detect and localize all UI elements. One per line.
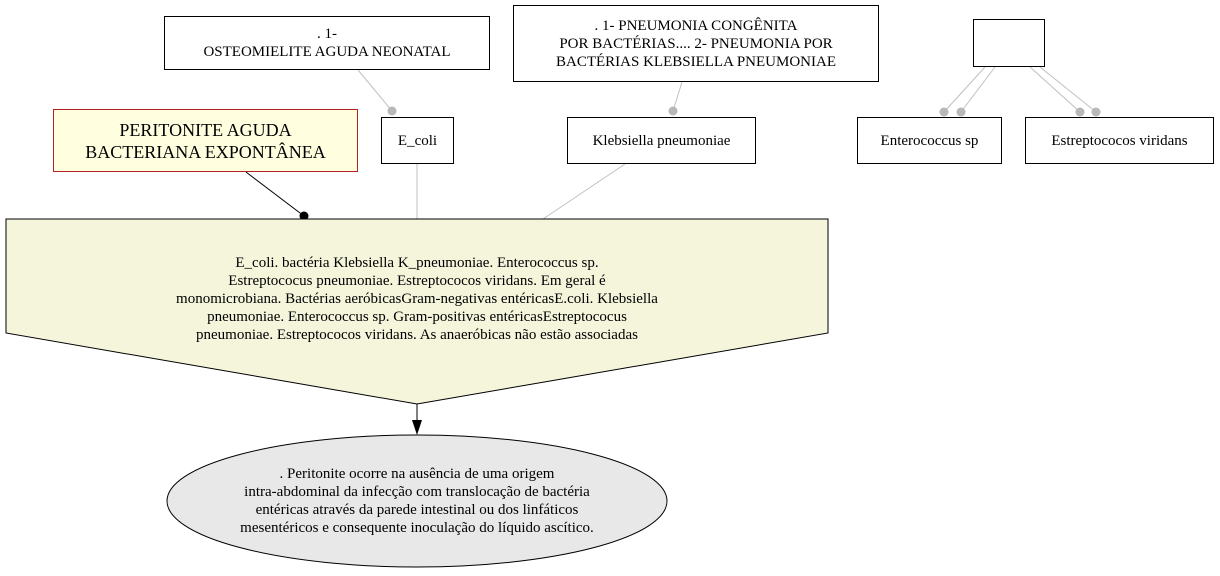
klebsiella-note-box: . 1- PNEUMONIA CONGÊNITA POR BACTÉRIAS.... 2- PNEUMONIA POR BACTÉRIAS KLEBSIELLA PNEUMONIAE [513, 5, 879, 82]
enterococcus-node: Enterococcus sp [857, 117, 1002, 164]
ellipse-node-text: . Peritonite ocorre na ausência de uma origem intra-abdominal da infecção com translocação de bactéria entéricas através da parede intestinal ou dos linfáticos mesentéricos e consequente inoculação do líquido ascítico. [240, 466, 594, 536]
ecoli-node: E_coli [381, 117, 454, 164]
edge-empty-enterococcus-1 [944, 67, 985, 112]
estreptococos-node: Estreptococos viridans [1025, 117, 1214, 164]
ecoli-note-box: . 1- OSTEOMIELITE AGUDA NEONATAL [164, 16, 490, 70]
edge-ecoli-note-dot [388, 107, 397, 116]
empty-note-box [973, 19, 1045, 67]
klebsiella-node: Klebsiella pneumoniae [567, 117, 756, 164]
edge-klebsiella-main [543, 164, 625, 219]
edge-klebsiella-note [673, 82, 682, 111]
edge-empty-enterococcus-dot-2 [957, 108, 966, 117]
edge-title-main [246, 172, 304, 216]
edge-ecoli-note [358, 70, 392, 111]
edge-main-ellipse-arrowhead [412, 420, 422, 435]
edge-empty-estreptococos-dot-2 [1092, 108, 1101, 117]
peritonite-title-node: PERITONITE AGUDA BACTERIANA EXPONTÂNEA [53, 109, 358, 172]
main-node-text: E_coli. bactéria Klebsiella K_pneumoniae. Enterococcus sp. Estreptococus pneumoniae. Estreptococos viridans. Em geral é monomicrobiana. Bactérias aeróbicasGram-negativas entéricasE.coli. Klebsiella pneumoniae. Enterococcus sp. Gram-positivas entéricasEstreptococus pneumoniae. Estreptococos viridans. As anaeróbicas não estão associadas [176, 255, 658, 343]
edge-empty-estreptococos-1 [1030, 67, 1080, 112]
edge-klebsiella-note-dot [669, 107, 678, 116]
edge-empty-estreptococos-2 [1040, 67, 1096, 112]
edge-empty-enterococcus-2 [961, 67, 995, 112]
edge-empty-enterococcus-dot-1 [940, 108, 949, 117]
edge-empty-estreptococos-dot-1 [1076, 108, 1085, 117]
